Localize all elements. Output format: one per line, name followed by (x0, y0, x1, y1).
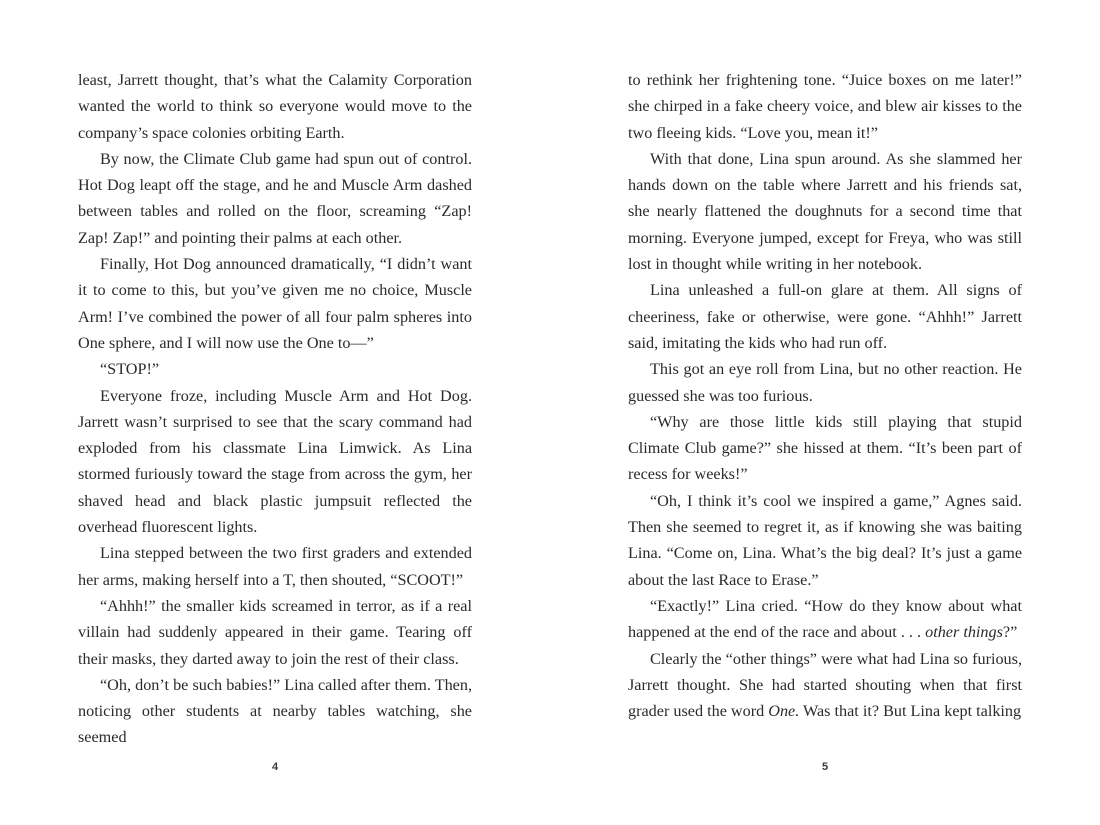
paragraph: By now, the Climate Club game had spun out of control. Hot Dog leapt off the stage, and he and Muscle Arm dashed between tables and rolled on the floor, screaming “Zap! Zap! Zap!” and pointing their palms at each other. (78, 149, 472, 247)
page-number: 4 (271, 761, 279, 773)
paragraph: “Why are those little kids still playing that stupid Climate Club game?” she hissed at them. “It’s been part of recess for weeks!” (628, 412, 1022, 484)
text-run: “Exactly!” Lina cried. “How do they know about what happened at the end of the race and about . . . (628, 596, 1022, 642)
paragraph (628, 646, 1022, 725)
paragraph (628, 593, 1022, 646)
paragraph: “Oh, don’t be such babies!” Lina called after them. Then, noticing other students at nearby tables watching, she seemed (78, 675, 472, 747)
paragraph: This got an eye roll from Lina, but no other reaction. He guessed she was too furious. (628, 360, 1022, 405)
paragraph: Lina stepped between the two first graders and extended her arms, making herself into a T, then shouted, “SCOOT!” (78, 544, 472, 589)
right-page-text (628, 67, 1022, 724)
paragraph: Lina unleashed a full-on glare at them. All signs of cheeriness, fake or otherwise, were gone. “Ahhh!” Jarrett said, imitating the kids who had run off. (628, 281, 1022, 352)
text-run: ?” (1002, 623, 1018, 642)
paragraph: least, Jarrett thought, that’s what the Calamity Corporation wanted the world to think so everyone would move to the company’s space colonies orbiting Earth. (78, 71, 472, 142)
right-page (550, 0, 1100, 825)
paragraph: Everyone froze, including Muscle Arm and Hot Dog. Jarrett wasn’t surprised to see that the scary command had exploded from his classmate Lina Limwick. As Lina stormed furiously toward the stage from across the gym, her shaved head and black plastic jumpsuit reflected the overhead fluorescent lights. (78, 386, 472, 537)
page-number: 5 (821, 761, 829, 773)
italic-text: One. (768, 702, 800, 721)
paragraph: With that done, Lina spun around. As she slammed her hands down on the table where Jarrett and his friends sat, she nearly flattened the doughnuts for a second time that morning. Everyone jumped, except for Freya, who was still lost in thought while writing in her notebook. (628, 149, 1022, 274)
italic-text: other things (925, 623, 1003, 642)
text-run: Clearly the “other things” were what had Lina so furious, Jarrett thought. She had started shouting when that first grader used the word (628, 649, 1022, 721)
paragraph: “Ahhh!” the smaller kids screamed in terror, as if a real villain had suddenly appeared in their game. Tearing off their masks, they darted away to join the rest of their class. (78, 596, 472, 668)
paragraph: to rethink her frightening tone. “Juice boxes on me later!” she chirped in a fake cheery voice, and blew air kisses to the two fleeing kids. “Love you, mean it!” (628, 71, 1022, 142)
paragraph: “STOP!” (100, 360, 160, 379)
paragraph: Finally, Hot Dog announced dramatically, “I didn’t want it to come to this, but you’ve given me no choice, Muscle Arm! I’ve combined the power of all four palm spheres into One sphere, and I will now use the One to—” (78, 255, 472, 352)
left-page-text (78, 67, 472, 751)
paragraph: “Oh, I think it’s cool we inspired a game,” Agnes said. Then she seemed to regret it, as if knowing she was baiting Lina. “Come on, Lina. What’s the big deal? It’s just a game about the last Race to Erase.” (628, 491, 1022, 589)
text-run: Was that it? But Lina kept talking (799, 702, 1022, 721)
